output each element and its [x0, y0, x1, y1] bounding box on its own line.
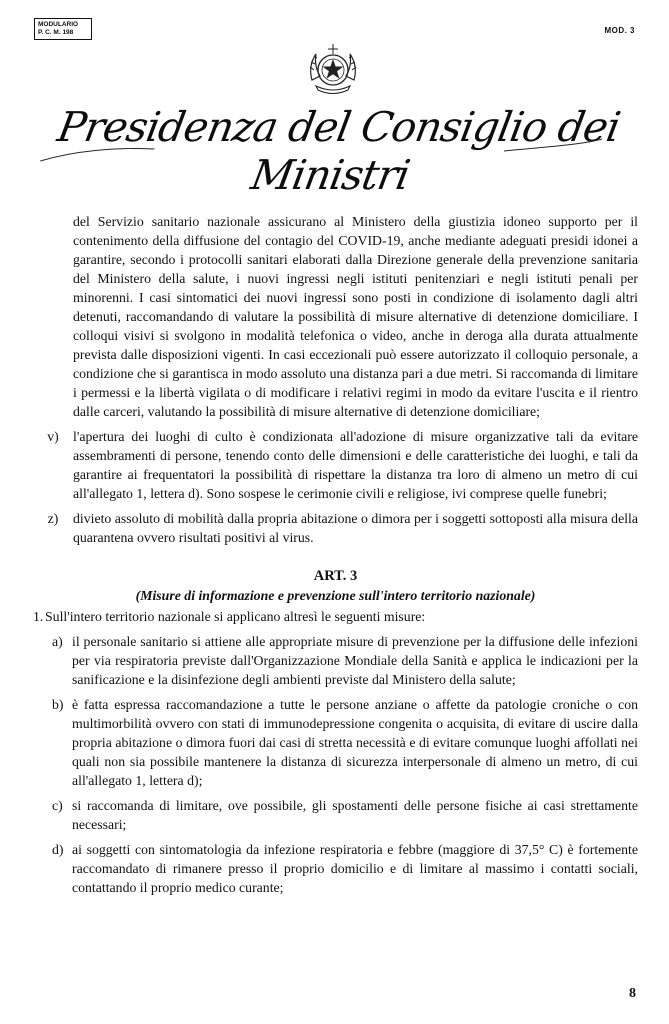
item-label: d)	[52, 842, 64, 857]
letterhead-flourish	[31, 117, 612, 167]
item-label: z)	[47, 511, 59, 526]
list-item-v	[33, 427, 638, 503]
list-item-b	[33, 695, 638, 790]
item-text: ai soggetti con sintomatologia da infezione respiratoria e febbre (maggiore di 37,5° C) è fortemente raccomandato di rimanere presso il proprio domicilio e di limitare al massimo i contatti sociali, contattando il proprio medico curante;	[72, 842, 638, 895]
item-label: c)	[52, 798, 63, 813]
stamp-line-2: P. C. M. 198	[38, 29, 74, 36]
stamp-line-1: MODULARIO	[38, 21, 79, 28]
modulario-stamp	[34, 18, 92, 40]
article-point-1	[33, 607, 638, 626]
continuation-paragraph: del Servizio sanitario nazionale assicurano al Ministero della giustizia idoneo supporto per il contenimento della diffusione del contagio del COVID-19, anche mediante adeguati presidi idonei a garantire, secondo i protocolli sanitari elaborati dalla Direzione generale della prevenzione sanitaria del Ministero della salute, i nuovi ingressi negli istituti penitenziari e negli istituti penali per minorenni. I casi sintomatici dei nuovi ingressi sono posti in condizione di isolamento dagli altri detenuti, raccomandando di valutare la possibilità di misure alternative di detenzione domiciliare. I colloqui visivi si svolgono in modalità telefonica o video, anche in deroga alla durata attualmente prevista dalle disposizioni vigenti. In casi eccezionali può essere autorizzato il colloquio personale, a condizione che si garantisca in modo assoluto una distanza pari a due metri. Si raccomanda di limitare i permessi e la libertà vigilata o di modificare i relativi regimi in modo da evitare l'uscita e il rientro dalle carceri, valutando la possibilità di misure alternative di detenzione domiciliare;	[73, 214, 638, 419]
item-text: l'apertura dei luoghi di culto è condizionata all'adozione di misure organizzative tali da evitare assembramenti di persone, tenendo conto delle dimensioni e delle caratteristiche dei luoghi, e tali da garantire ai frequentatori la possibilità di rispettare la distanza tra loro di almeno un metro di cui all'allegato 1, lettera d). Sono sospese le cerimonie civili e religiose, ivi comprese quelle funebri;	[73, 429, 638, 501]
article-title: ART. 3	[313, 568, 358, 584]
item-text: divieto assoluto di mobilità dalla propria abitazione o dimora per i soggetti sottoposti alla misura della quarantena ovvero risultati positivi al virus.	[73, 511, 638, 545]
item-text: è fatta espressa raccomandazione a tutte le persone anziane o affette da patologie croniche o con multimorbilità ovvero con stati di immunodepressione congenita o acquisita, di evitare di uscire dalla propria abitazione o dimora fuori dai casi di stretta necessità e di evitare comunque luoghi affollati nei quali non sia possibile mantenere la distanza di sicurezza interpersonale di almeno un metro, di cui all'allegato 1, lettera d);	[72, 697, 638, 788]
item-label: v)	[47, 429, 59, 444]
list-item-d	[33, 840, 638, 897]
point-label: 1.	[33, 609, 44, 624]
letterhead-text: Presidenza del Consiglio dei Ministri	[54, 103, 624, 199]
article-subtitle: (Misure di informazione e prevenzione sull'intero territorio nazionale)	[135, 588, 536, 603]
page-number: 8	[629, 986, 636, 1001]
item-text: si raccomanda di limitare, ove possibile, gli spostamenti delle persone fisiche ai casi strettamente necessari;	[72, 798, 638, 832]
item-label: b)	[52, 697, 64, 712]
list-item-z	[33, 509, 638, 547]
point-text: Sull'intero territorio nazionale si applicano altresì le seguenti misure:	[45, 609, 426, 624]
list-item-c	[33, 796, 638, 834]
italian-republic-emblem	[304, 40, 362, 98]
letterhead	[0, 103, 669, 199]
form-code: MOD. 3	[604, 26, 635, 35]
item-text: il personale sanitario si attiene alle appropriate misure di prevenzione per la diffusione delle infezioni per via respiratoria previste dall'Organizzazione Mondiale della Sanità e applica le indicazioni per la sanificazione e la disinfezione degli ambienti previste dal Ministero della salute;	[72, 634, 638, 687]
item-label: a)	[52, 634, 63, 649]
list-item-a	[33, 632, 638, 689]
document-body	[33, 212, 638, 897]
